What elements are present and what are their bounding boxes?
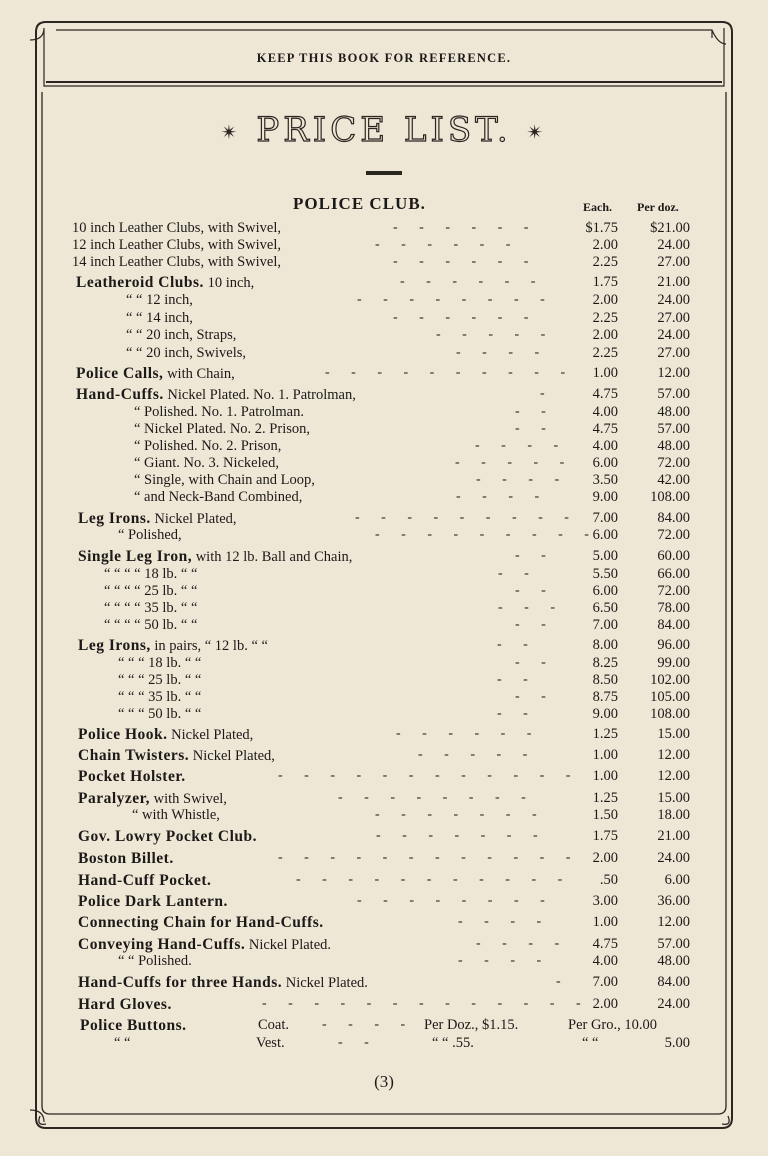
per-dozen-price: “ “ .55. — [432, 1035, 474, 1051]
price-each: 8.25 — [592, 655, 618, 671]
price-per-dozen: 57.00 — [657, 421, 690, 437]
section-heading: POLICE CLUB. — [293, 194, 426, 213]
column-header-each: Each. — [583, 200, 613, 214]
price-each: 5.50 — [592, 566, 618, 582]
list-item — [0, 237, 768, 255]
item-name: Pocket Holster. — [78, 768, 186, 785]
price-each: 7.00 — [592, 974, 618, 990]
list-item — [0, 872, 768, 890]
item-description: Nickel Plated, — [171, 727, 254, 743]
price-each: 4.75 — [592, 421, 618, 437]
item-description: “ “ 20 inch, Straps, — [126, 327, 237, 343]
price-each: 2.00 — [592, 292, 618, 308]
price-per-dozen: 108.00 — [650, 489, 690, 505]
item-name: Leg Irons, — [78, 637, 151, 654]
price-each: 4.00 — [592, 953, 618, 969]
leader-dashes: - - - - - - — [396, 726, 541, 741]
price-per-dozen: 12.00 — [657, 914, 690, 930]
list-item — [0, 600, 768, 618]
leader-dashes: - - — [515, 655, 555, 670]
price-each: 1.00 — [592, 768, 618, 784]
leader-dashes: - - - - - - - - - - - - — [278, 768, 580, 783]
item-description: 10 inch, — [207, 275, 255, 291]
price-per-dozen: 102.00 — [650, 672, 690, 688]
item-name: Hand-Cuff Pocket. — [78, 872, 212, 889]
price-per-dozen: 57.00 — [657, 386, 690, 402]
price-per-dozen: 96.00 — [657, 637, 690, 653]
list-item — [0, 828, 768, 846]
leader-dashes: - - — [515, 548, 555, 563]
running-header: KEEP THIS BOOK FOR REFERENCE. — [256, 51, 512, 65]
price-each: 1.50 — [592, 807, 618, 823]
price-each: 6.00 — [592, 455, 618, 471]
price-per-dozen: 66.00 — [657, 566, 690, 582]
price-each: 6.00 — [592, 527, 618, 543]
leader-dashes: - - - - - - — [393, 220, 538, 235]
leader-dashes: - — [556, 974, 570, 989]
list-item — [0, 365, 768, 383]
price-per-dozen: 60.00 — [657, 548, 690, 564]
leader-dashes: - - — [515, 689, 555, 704]
price-each: 2.25 — [592, 345, 618, 361]
price-per-dozen: 21.00 — [657, 274, 690, 290]
price-each: 1.75 — [592, 828, 618, 844]
item-name: Paralyzer, — [78, 790, 150, 807]
price-each: 2.25 — [592, 254, 618, 270]
list-item — [0, 768, 768, 786]
price-each: 3.50 — [592, 472, 618, 488]
item-name: Hard Gloves. — [78, 996, 172, 1013]
page-title — [0, 110, 768, 150]
price-each: .50 — [599, 872, 618, 888]
leader-dashes: - - - — [498, 600, 564, 615]
item-name: Connecting Chain for Hand-Cuffs. — [78, 914, 324, 931]
leader-dashes: - - - - - - - - — [357, 292, 554, 307]
price-each: $1.75 — [585, 220, 618, 236]
item-name: Police Calls, — [76, 365, 164, 382]
list-item — [0, 974, 768, 992]
item-name: Hand-Cuffs. — [76, 386, 164, 403]
price-each: 2.00 — [592, 237, 618, 253]
leader-dashes: - - - - - - - - - — [355, 510, 578, 525]
leader-dashes: - - - - - - - - — [338, 790, 535, 805]
price-each: 9.00 — [592, 706, 618, 722]
leader-dashes: - - - - - — [455, 455, 574, 470]
price-per-dozen: 72.00 — [657, 583, 690, 599]
item-description: Nickel Plated. No. 1. Patrolman, — [167, 387, 356, 403]
price-each: 2.00 — [592, 850, 618, 866]
item-name: Chain Twisters. — [78, 747, 190, 764]
item-description: “ Single, with Chain and Loop, — [134, 472, 315, 488]
leader-dashes: - - - - - - — [393, 310, 538, 325]
price-per-dozen: 12.00 — [657, 365, 690, 381]
price-per-dozen: 99.00 — [657, 655, 690, 671]
price-per-dozen: 84.00 — [657, 510, 690, 526]
price-each: 4.00 — [592, 404, 618, 420]
list-item — [0, 386, 768, 404]
list-item — [0, 790, 768, 808]
price-per-dozen: 18.00 — [657, 807, 690, 823]
list-item — [0, 1035, 768, 1053]
price-per-dozen: 24.00 — [657, 996, 690, 1012]
price-per-dozen: 42.00 — [657, 472, 690, 488]
item-name: Boston Billet. — [78, 850, 174, 867]
price-per-dozen: $21.00 — [650, 220, 690, 236]
per-gross-price: Per Gro., 10.00 — [568, 1017, 658, 1033]
price-per-dozen: 108.00 — [650, 706, 690, 722]
leader-dashes: - - - - - - — [375, 237, 520, 252]
leader-dashes: - - - - - - - — [375, 807, 546, 822]
price-each: 2.25 — [592, 310, 618, 326]
item-description: with Chain, — [167, 366, 235, 382]
list-item — [0, 953, 768, 971]
price-each: 1.75 — [592, 274, 618, 290]
list-item — [0, 637, 768, 655]
ditto-marks: “ “ — [582, 1035, 599, 1051]
price-each: 1.25 — [592, 790, 618, 806]
list-item — [0, 421, 768, 439]
item-description: “ “ “ 35 lb. “ “ — [118, 689, 202, 705]
list-item — [0, 472, 768, 490]
price-per-dozen: 72.00 — [657, 527, 690, 543]
leader-dashes: - — [540, 386, 554, 401]
price-per-dozen: 12.00 — [657, 747, 690, 763]
price-each: 9.00 — [592, 489, 618, 505]
page-title-text: PRICE LIST. — [256, 110, 512, 150]
price-each: 8.00 — [592, 637, 618, 653]
price-each: 6.50 — [592, 600, 618, 616]
item-description: 14 inch Leather Clubs, with Swivel, — [72, 254, 282, 270]
item-name: Hand-Cuffs for three Hands. — [78, 974, 283, 991]
price-per-dozen: 24.00 — [657, 327, 690, 343]
item-description: Nickel Plated. — [285, 975, 368, 991]
leader-dashes: - - - - - — [436, 327, 555, 342]
item-description: Vest. — [256, 1035, 285, 1051]
leader-dashes: - - - - - - — [393, 254, 538, 269]
list-item — [0, 893, 768, 911]
leader-dashes: - - - - - - — [400, 274, 545, 289]
leader-dashes: - - - - — [322, 1017, 415, 1032]
list-item — [0, 274, 768, 292]
leader-dashes: - - - - - — [418, 747, 537, 762]
leader-dashes: - - — [497, 706, 537, 721]
item-description: Nickel Plated, — [154, 511, 237, 527]
list-item — [0, 345, 768, 363]
price-each: 7.00 — [592, 617, 618, 633]
price-each: 1.00 — [592, 747, 618, 763]
leader-dashes: - - - - - - - - - - - - - — [262, 996, 590, 1011]
list-item — [0, 996, 768, 1014]
item-description: “ “ Polished. — [118, 953, 192, 969]
leader-dashes: - - — [515, 404, 555, 419]
item-description: with 12 lb. Ball and Chain, — [195, 549, 353, 565]
leader-dashes: - - — [515, 583, 555, 598]
list-item — [0, 292, 768, 310]
leader-dashes: - - - - — [476, 936, 569, 951]
item-description: “ with Whistle, — [132, 807, 220, 823]
item-description: Nickel Plated. — [248, 937, 332, 953]
list-item — [0, 1017, 768, 1035]
title-rule — [366, 171, 402, 175]
price-per-dozen: 12.00 — [657, 768, 690, 784]
price-each: 7.00 — [592, 510, 618, 526]
left-ornament-icon: ✴ — [220, 120, 242, 144]
price-each: 3.00 — [592, 893, 618, 909]
leader-dashes: - - - - — [476, 472, 569, 487]
list-item — [0, 548, 768, 566]
list-item — [0, 310, 768, 328]
price-per-dozen: 15.00 — [657, 726, 690, 742]
item-name: Single Leg Iron, — [78, 548, 193, 565]
price-per-dozen: 48.00 — [657, 438, 690, 454]
list-item — [0, 672, 768, 690]
price-each: 2.00 — [592, 327, 618, 343]
list-item — [0, 807, 768, 825]
leader-dashes: - - — [515, 617, 555, 632]
price-per-dozen: 48.00 — [657, 404, 690, 420]
list-item — [0, 617, 768, 635]
list-item — [0, 327, 768, 345]
item-description: “ Nickel Plated. No. 2. Prison, — [134, 421, 310, 437]
list-item — [0, 655, 768, 673]
price-each: 4.75 — [592, 936, 618, 952]
price-each: 4.75 — [592, 386, 618, 402]
page-number: (3) — [374, 1072, 394, 1091]
leader-dashes: - - - - — [456, 489, 549, 504]
item-description: “ “ 20 inch, Swivels, — [126, 345, 247, 361]
item-description: “ “ “ 50 lb. “ “ — [118, 706, 202, 722]
price-each: 1.00 — [592, 365, 618, 381]
price-per-dozen: 36.00 — [657, 893, 690, 909]
price-per-dozen: 24.00 — [657, 292, 690, 308]
item-description: “ Polished. No. 1. Patrolman. — [134, 404, 304, 420]
per-gross-price: 5.00 — [664, 1035, 690, 1051]
item-description: “ “ “ “ 18 lb. “ “ — [104, 566, 198, 582]
item-description: Coat. — [258, 1017, 290, 1033]
price-per-dozen: 15.00 — [657, 790, 690, 806]
list-item — [0, 689, 768, 707]
list-item — [0, 706, 768, 724]
price-each: 8.50 — [592, 672, 618, 688]
item-name: Leatheroid Clubs. — [76, 274, 204, 291]
item-description: Nickel Plated, — [192, 748, 275, 764]
price-per-dozen: 48.00 — [657, 953, 690, 969]
item-description: “ “ 14 inch, — [126, 310, 193, 326]
price-per-dozen: 24.00 — [657, 850, 690, 866]
price-per-dozen: 27.00 — [657, 310, 690, 326]
leader-dashes: - - — [497, 672, 537, 687]
leader-dashes: - - - - - - - - — [357, 893, 554, 908]
leader-dashes: - - — [338, 1035, 378, 1050]
price-per-dozen: 84.00 — [657, 974, 690, 990]
item-name: Gov. Lowry Pocket Club. — [78, 828, 257, 845]
item-description: “ “ “ “ 50 lb. “ “ — [104, 617, 198, 633]
item-description: “ “ “ “ 25 lb. “ “ — [104, 583, 198, 599]
price-per-dozen: 78.00 — [657, 600, 690, 616]
leader-dashes: - - - - - - - — [376, 828, 547, 843]
price-per-dozen: 72.00 — [657, 455, 690, 471]
price-each: 5.00 — [592, 548, 618, 564]
list-item — [0, 510, 768, 528]
price-per-dozen: 27.00 — [657, 254, 690, 270]
item-description: “ Giant. No. 3. Nickeled, — [134, 455, 279, 471]
price-each: 6.00 — [592, 583, 618, 599]
leader-dashes: - - - - — [458, 953, 551, 968]
price-each: 8.75 — [592, 689, 618, 705]
list-item — [0, 914, 768, 932]
list-item — [0, 438, 768, 456]
list-item — [0, 455, 768, 473]
price-per-dozen: 57.00 — [657, 936, 690, 952]
price-per-dozen: 6.00 — [664, 872, 690, 888]
item-description: “ “ 12 inch, — [126, 292, 193, 308]
leader-dashes: - - - - — [475, 438, 568, 453]
item-description: “ “ “ 18 lb. “ “ — [118, 655, 202, 671]
item-description: “ “ “ “ 35 lb. “ “ — [104, 600, 198, 616]
list-item — [0, 936, 768, 954]
list-item — [0, 850, 768, 868]
per-dozen-price: Per Doz., $1.15. — [424, 1017, 519, 1033]
leader-dashes: - - - - - - - - - - - - — [278, 850, 580, 865]
price-per-dozen: 21.00 — [657, 828, 690, 844]
leader-dashes: - - - - - - - - - — [375, 527, 598, 542]
list-item — [0, 726, 768, 744]
item-description: “ “ “ 25 lb. “ “ — [118, 672, 202, 688]
right-ornament-icon: ✴ — [526, 120, 548, 144]
item-description: in pairs, “ 12 lb. “ “ — [154, 638, 268, 654]
leader-dashes: - - - - — [458, 914, 551, 929]
leader-dashes: - - — [515, 421, 555, 436]
item-description: “ and Neck-Band Combined, — [134, 489, 303, 505]
price-each: 4.00 — [592, 438, 618, 454]
price-each: 1.00 — [592, 914, 618, 930]
list-item — [0, 747, 768, 765]
leader-dashes: - - — [498, 566, 538, 581]
item-description: 12 inch Leather Clubs, with Swivel, — [72, 237, 282, 253]
price-per-dozen: 27.00 — [657, 345, 690, 361]
item-name: Police Hook. — [78, 726, 168, 743]
price-per-dozen: 105.00 — [650, 689, 690, 705]
leader-dashes: - - — [497, 637, 537, 652]
price-each: 1.25 — [592, 726, 618, 742]
list-item — [0, 404, 768, 422]
item-name: Conveying Hand-Cuffs. — [78, 936, 246, 953]
ditto-marks: “ “ — [114, 1035, 131, 1051]
price-per-dozen: 24.00 — [657, 237, 690, 253]
list-item — [0, 254, 768, 272]
item-description: “ Polished, — [118, 527, 182, 543]
list-item — [0, 583, 768, 601]
column-header-per-doz: Per doz. — [637, 200, 679, 214]
list-item — [0, 527, 768, 545]
leader-dashes: - - - - — [456, 345, 549, 360]
leader-dashes: - - - - - - - - - - - — [296, 872, 572, 887]
item-name: Leg Irons. — [78, 510, 151, 527]
price-each: 2.00 — [592, 996, 618, 1012]
item-description: with Swivel, — [153, 791, 227, 807]
item-description: 10 inch Leather Clubs, with Swivel, — [72, 220, 282, 236]
leader-dashes: - - - - - - - - - - — [325, 365, 575, 380]
item-name: Police Buttons. — [80, 1017, 187, 1034]
list-item — [0, 566, 768, 584]
item-description: “ Polished. No. 2. Prison, — [134, 438, 282, 454]
item-name: Police Dark Lantern. — [78, 893, 228, 910]
list-item — [0, 220, 768, 238]
price-per-dozen: 84.00 — [657, 617, 690, 633]
list-item — [0, 489, 768, 507]
